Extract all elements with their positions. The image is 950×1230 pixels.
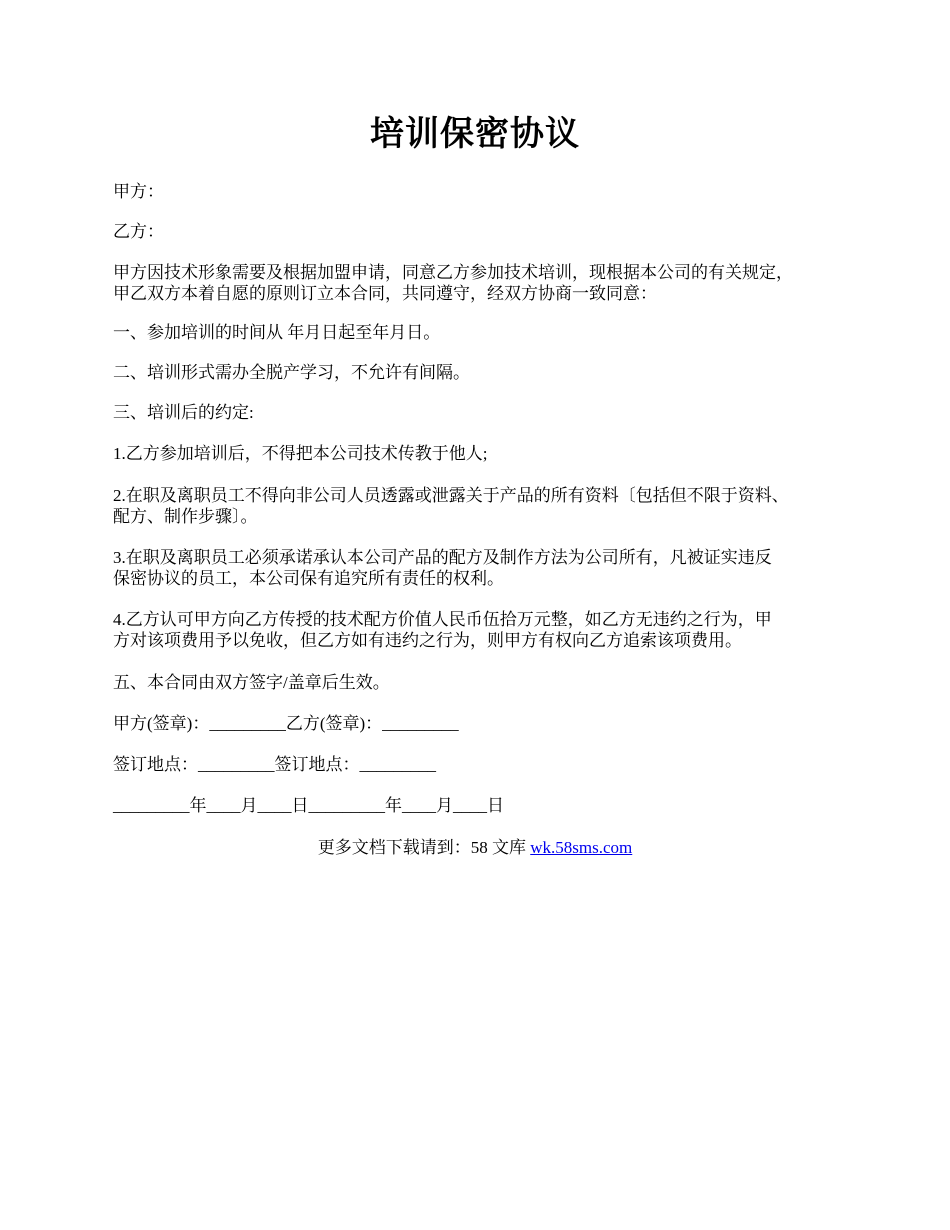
- party-a-label: 甲方：: [113, 182, 164, 201]
- item-2-line-2: 配方、制作步骤〕。: [113, 507, 258, 526]
- clause-2: 二、培训形式需办全脱产学习，不允许有间隔。: [113, 363, 470, 382]
- footer: [113, 837, 837, 859]
- item-4-line-2: 方对该项费用予以免收，但乙方如有违约之行为，则甲方有权向乙方追索该项费用。: [113, 631, 742, 650]
- intro-line-1: 甲方因技术形象需要及根据加盟申请，同意乙方参加技术培训，现根据本公司的有关规定，: [113, 263, 793, 282]
- item-2-line-1: 2.在职及离职员工不得向非公司人员透露或泄露关于产品的所有资料〔包括但不限于资料、: [113, 486, 789, 505]
- item-3-line-2: 保密协议的员工，本公司保有追究所有责任的权利。: [113, 569, 504, 588]
- item-3-line-1: 3.在职及离职员工必须承诺承认本公司产品的配方及制作方法为公司所有，凡被证实违反: [113, 548, 772, 567]
- signature-line: 甲方(签章)：_________乙方(签章)：_________: [113, 714, 459, 733]
- clause-3: 三、培训后的约定:: [113, 403, 254, 422]
- party-b-label: 乙方：: [113, 222, 164, 241]
- item-4-line-1: 4.乙方认可甲方向乙方传授的技术配方价值人民币伍拾万元整，如乙方无违约之行为，甲: [113, 610, 772, 629]
- footer-link[interactable]: wk.58sms.com: [530, 838, 633, 857]
- intro-line-2: 甲乙双方本着自愿的原则订立本合同，共同遵守，经双方协商一致同意：: [113, 284, 657, 303]
- place-line: 签订地点：_________签订地点：_________: [113, 755, 436, 774]
- footer-text: 更多文档下载请到：58 文库: [317, 838, 531, 857]
- date-line: _________年____月____日_________年____月____日: [113, 796, 504, 815]
- item-1: 1.乙方参加培训后，不得把本公司技术传教于他人;: [113, 444, 488, 463]
- document-title: 培训保密协议: [370, 116, 580, 153]
- clause-5: 五、本合同由双方签字/盖章后生效。: [113, 673, 390, 692]
- clause-1: 一、参加培训的时间从 年月日起至年月日。: [113, 323, 441, 342]
